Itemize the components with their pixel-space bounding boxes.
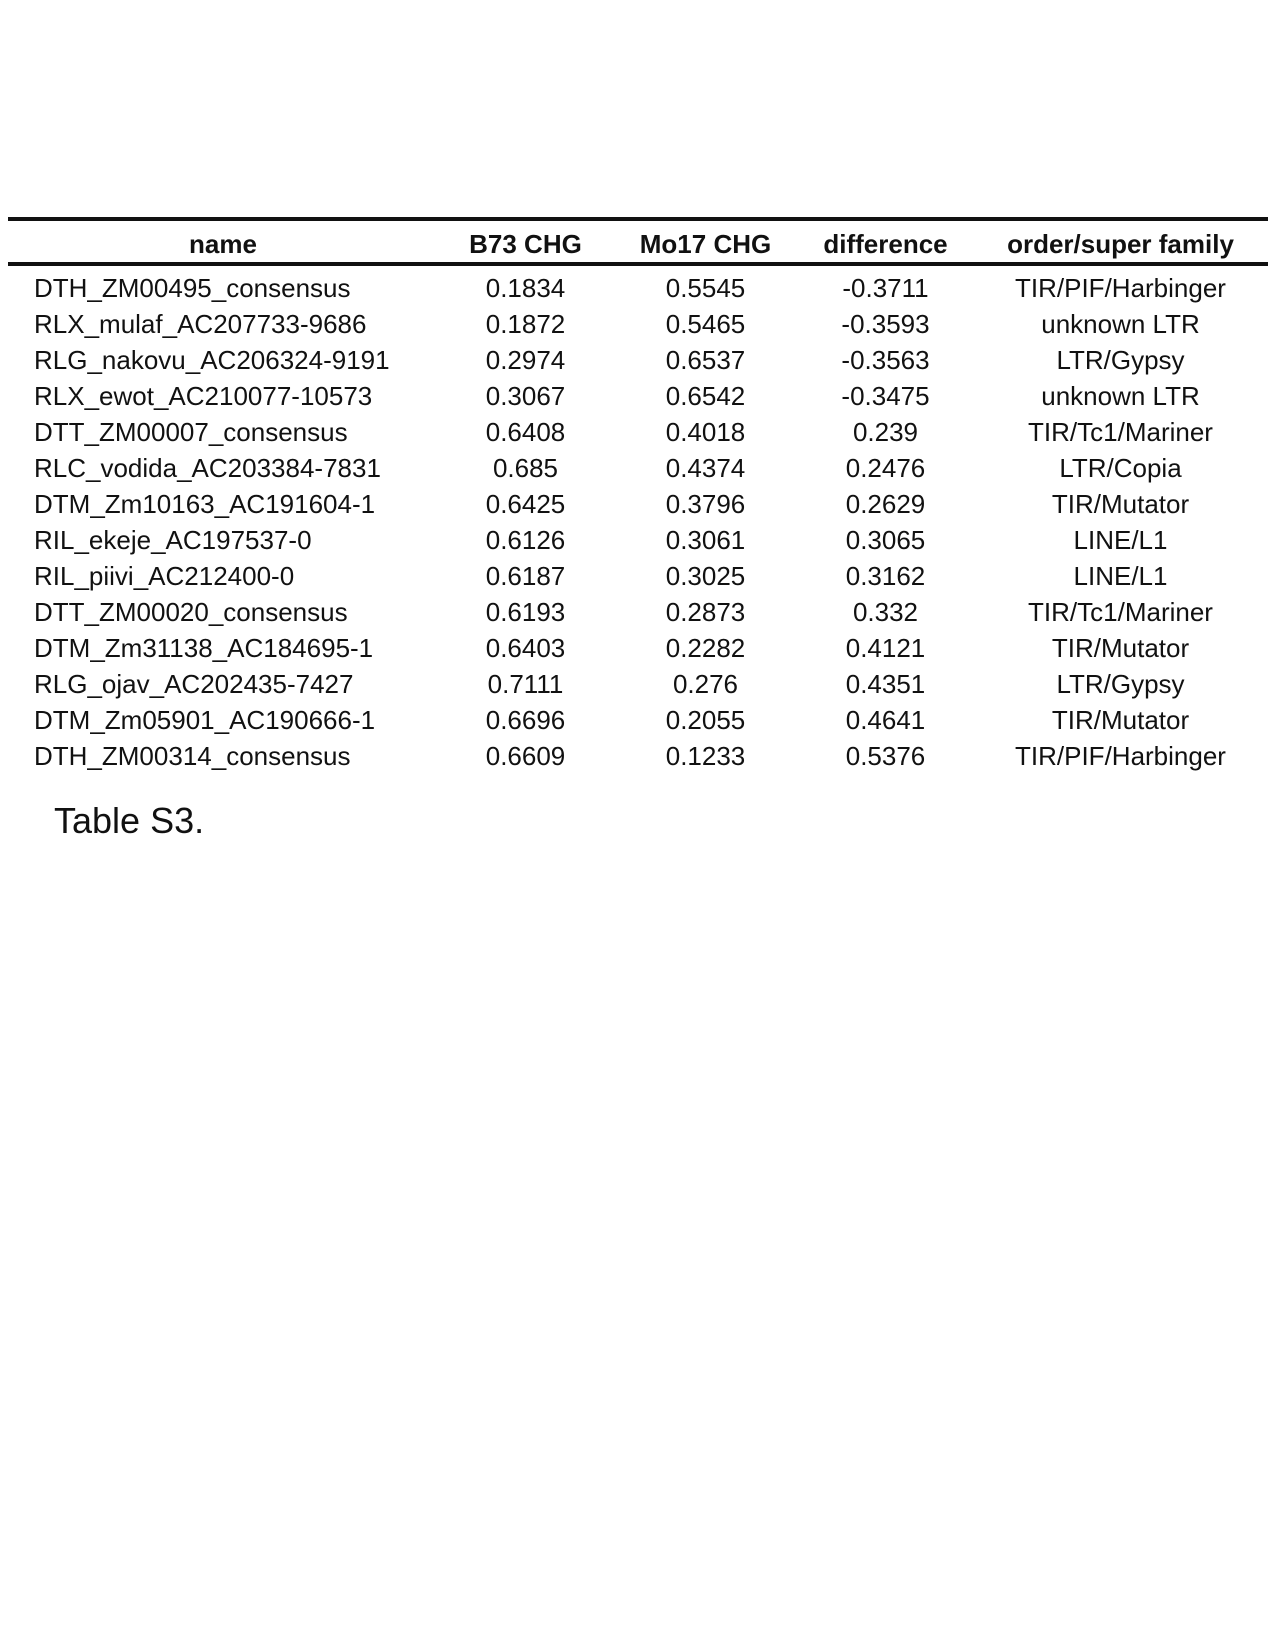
table-caption: Table S3. [54,800,205,841]
cell-b73-chg: 0.6425 [485,488,566,519]
cell-difference: 0.5376 [845,740,926,771]
cell-name: RLX_ewot_AC210077-10573 [34,380,373,411]
cell-mo17-chg: 0.2873 [665,596,746,627]
table-row [8,378,1268,414]
cell-b73-chg: 0.2974 [485,344,566,375]
table-row [8,594,1268,630]
cell-name: DTT_ZM00007_consensus [34,416,348,447]
cell-b73-chg: 0.6403 [485,632,566,663]
cell-name: DTM_Zm31138_AC184695-1 [34,632,374,663]
cell-name: RIL_piivi_AC212400-0 [34,560,295,591]
cell-difference: -0.3593 [841,308,930,339]
cell-difference: 0.4641 [845,704,926,735]
cell-order-super-family: unknown LTR [1041,380,1200,411]
cell-order-super-family: TIR/Mutator [1051,488,1190,519]
cell-order-super-family: TIR/Tc1/Mariner [1028,416,1213,447]
cell-b73-chg: 0.6126 [485,524,566,555]
cell-difference: 0.332 [852,596,919,627]
cell-mo17-chg: 0.4374 [665,452,746,483]
cell-b73-chg: 0.6193 [485,596,566,627]
table-row [8,666,1268,702]
cell-mo17-chg: 0.276 [672,668,739,699]
cell-order-super-family: LTR/Gypsy [1056,668,1185,699]
cell-difference: 0.3065 [845,524,926,555]
table-row [8,342,1268,378]
table-row [8,522,1268,558]
table-row [8,306,1268,342]
header-mo17-chg: Mo17 CHG [639,229,772,259]
table-row [8,558,1268,594]
cell-name: DTT_ZM00020_consensus [34,596,348,627]
header-order-super-family: order/super family [1007,229,1234,259]
cell-mo17-chg: 0.6542 [665,380,746,411]
header-difference: difference [823,229,948,259]
table-row [8,486,1268,522]
cell-name: RIL_ekeje_AC197537-0 [34,524,312,555]
cell-difference: 0.3162 [845,560,926,591]
cell-order-super-family: LINE/L1 [1073,524,1168,555]
cell-name: DTM_Zm05901_AC190666-1 [34,704,376,735]
cell-name: DTH_ZM00495_consensus [34,272,351,303]
table-row [8,414,1268,450]
table-row [8,264,1268,306]
table-row [8,738,1268,774]
cell-b73-chg: 0.6187 [485,560,566,591]
cell-b73-chg: 0.3067 [485,380,566,411]
cell-difference: -0.3711 [842,272,929,303]
cell-difference: 0.2476 [845,452,926,483]
cell-order-super-family: unknown LTR [1041,308,1200,339]
cell-difference: -0.3563 [841,344,930,375]
cell-name: RLG_ojav_AC202435-7427 [34,668,354,699]
cell-name: DTM_Zm10163_AC191604-1 [34,488,376,519]
cell-b73-chg: 0.6609 [485,740,566,771]
cell-order-super-family: TIR/PIF/Harbinger [1015,272,1226,303]
cell-name: RLG_nakovu_AC206324-9191 [34,344,390,375]
table-row [8,630,1268,666]
cell-order-super-family: TIR/Mutator [1051,632,1190,663]
cell-difference: -0.3475 [841,380,930,411]
cell-mo17-chg: 0.1233 [665,740,746,771]
cell-b73-chg: 0.6408 [485,416,566,447]
cell-name: DTH_ZM00314_consensus [34,740,351,771]
cell-mo17-chg: 0.2282 [665,632,746,663]
cell-b73-chg: 0.6696 [485,704,566,735]
header-row [8,219,1268,264]
cell-name: RLX_mulaf_AC207733-9686 [34,308,367,339]
cell-b73-chg: 0.1834 [485,272,566,303]
cell-mo17-chg: 0.3025 [665,560,746,591]
header-b73-chg: B73 CHG [469,229,582,259]
cell-difference: 0.2629 [845,488,926,519]
cell-order-super-family: TIR/PIF/Harbinger [1015,740,1226,771]
cell-order-super-family: LTR/Gypsy [1056,344,1185,375]
table-header [8,219,1268,264]
table-row [8,702,1268,738]
data-table [8,217,1268,774]
cell-b73-chg: 0.685 [492,452,559,483]
cell-mo17-chg: 0.5545 [665,272,746,303]
cell-order-super-family: LINE/L1 [1073,560,1168,591]
cell-b73-chg: 0.1872 [485,308,566,339]
cell-b73-chg: 0.7111 [487,668,564,699]
cell-difference: 0.4121 [845,632,926,663]
cell-mo17-chg: 0.3061 [665,524,746,555]
cell-difference: 0.4351 [845,668,926,699]
cell-mo17-chg: 0.4018 [665,416,746,447]
cell-mo17-chg: 0.3796 [665,488,746,519]
cell-order-super-family: TIR/Tc1/Mariner [1028,596,1213,627]
cell-name: RLC_vodida_AC203384-7831 [34,452,381,483]
cell-difference: 0.239 [852,416,919,447]
header-name: name [189,229,257,259]
cell-order-super-family: TIR/Mutator [1051,704,1190,735]
cell-mo17-chg: 0.6537 [665,344,746,375]
cell-mo17-chg: 0.5465 [665,308,746,339]
cell-mo17-chg: 0.2055 [665,704,746,735]
cell-order-super-family: LTR/Copia [1059,452,1182,483]
table-row [8,450,1268,486]
table-body [8,264,1268,774]
